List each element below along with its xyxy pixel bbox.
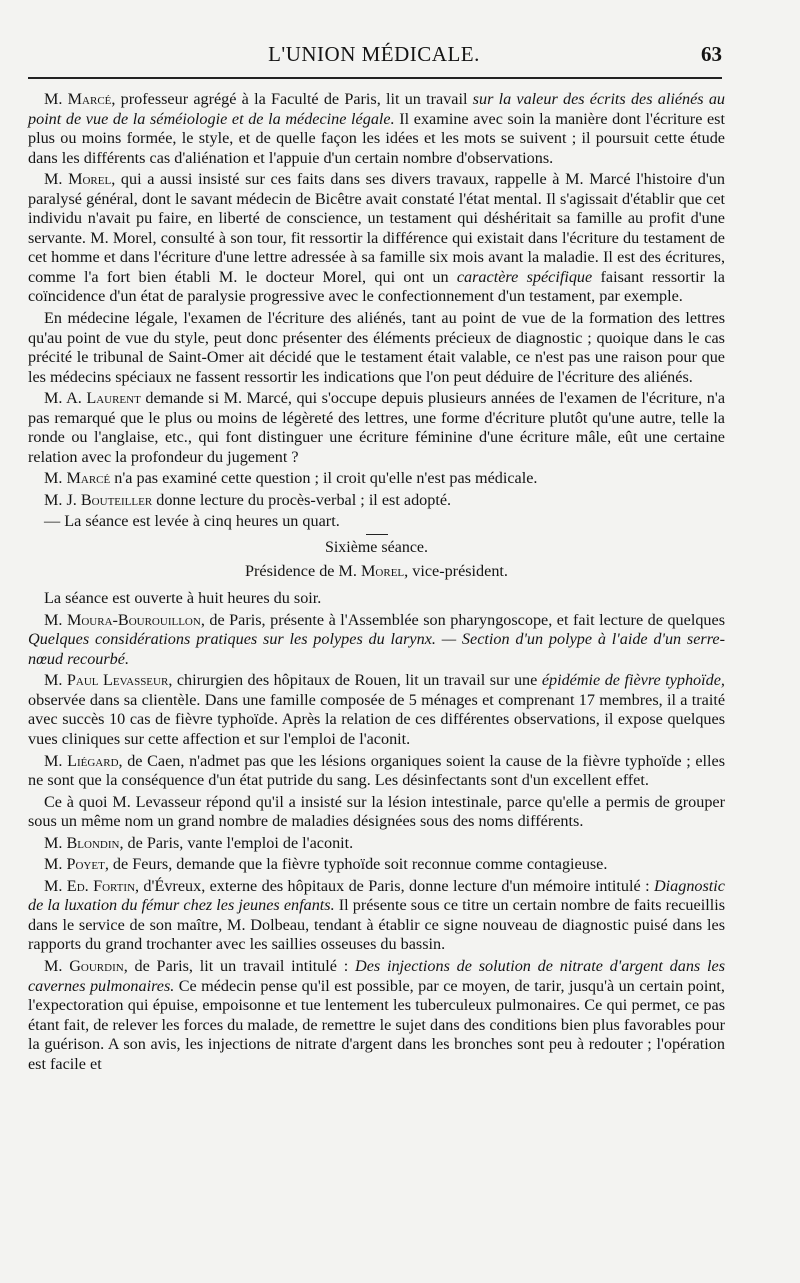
proceedings-part-2 (28, 589, 725, 1074)
paragraph-text: faisant ressortir la coïncidence d'un état de paralysie progressive avec le confectionnement d'un testament, par exemple. (28, 267, 725, 306)
paragraph (28, 793, 725, 832)
paragraph-text: , qui a aussi insisté sur ces faits dans ses divers travaux, rappelle à M. Marcé l'histoire d'un paralysé général, dont le savant médecin de Bicêtre avait constaté l'état mental. Il s'agissait d'établir que cet individu n'avait pu faire, en liberté de conscience, un testament qui déshéritait sa famille au profit d'une servante. M. Morel, consulté à son tour, fit ressortir la différence qui existait dans l'écriture du testament de cet homme et dans l'écriture d'une lettre adressée à sa famille six mois avant la maladie. Il est des écritures, comme l'a fort bien établi M. le docteur Morel, qui ont un (28, 170, 725, 286)
proceedings-part-1 (28, 90, 725, 532)
paragraph (28, 90, 725, 168)
page-header (28, 42, 720, 72)
paragraph-text: Il présente sous ce titre un certain nombre de faits recueillis dans le service de son maître, M. Dolbeau, tendant à établir ce signe nouveau de diagnostic puisé dans les rapports du grand trochanter avec les saillies osseuses du bassin. (28, 896, 726, 954)
paragraph-text: , de Feurs, demande que la fièvre typhoïde soit reconnue comme contagieuse. (104, 855, 608, 874)
paragraph (28, 834, 725, 854)
italic-title: sur la valeur des écrits des aliénés au point de vue de la séméiologie et de la médecine légale. (28, 90, 726, 128)
paragraph-text: , de Caen, n'admet pas que les lésions organiques soient la cause de la fièvre typhoïde ; elles ne sont que la conséquence d'un état putride du sang. Les désinfectants sont d'un excellent effet. (28, 751, 725, 790)
italic-title: Quelques considérations pratiques sur les polypes du larynx. — Section d'un polype à l'aide d'un serre-nœud recourbé. (28, 630, 725, 668)
italic-title: épidémie de fièvre typhoïde, (541, 671, 725, 690)
paragraph-text: donne lecture du procès-verbal ; il est adopté. (152, 490, 452, 509)
paragraph (28, 512, 725, 532)
paragraph-text: , de Paris, vante l'emploi de l'aconit. (119, 833, 354, 852)
speaker-name: M. Ed. Fortin (44, 876, 136, 895)
page-number: 63 (701, 42, 722, 66)
paragraph (28, 469, 725, 489)
paragraph-text: , d'Évreux, externe des hôpitaux de Paris, donne lecture d'un mémoire intitulé : (135, 876, 654, 895)
paragraph-text: Ce médecin pense qu'il est possible, par ce moyen, de tarir, jusqu'à un certain point, l'expectoration qui épuise, empoisonne et tue lentement les tuberculeux pulmonaires. Ce qui permet, ce pas étant fait, de relever les forces du malade, de remettre le sujet dans des conditions bien plus favorables pour la guérison. A son avis, les injections de nitrate d'argent dans les bronches sont peu à redouter ; l'opération est facile et (28, 976, 725, 1073)
section-title: Sixième séance. (324, 539, 429, 557)
presidence-line: Présidence de M. Morel, vice-président. (245, 561, 508, 580)
paragraph-text: — La séance est levée à cinq heures un quart. (44, 512, 340, 531)
paragraph-text: n'a pas examiné cette question ; il croit qu'elle n'est pas médicale. (110, 469, 538, 488)
speaker-name: M. A. Laurent (44, 389, 141, 408)
italic-title: Diagnostic de la luxation du fémur chez les jeunes enfants. (28, 876, 725, 915)
paragraph (28, 957, 725, 1074)
paragraph (28, 752, 725, 791)
paragraph (28, 389, 725, 467)
speaker-name: M. Liégard (44, 751, 119, 770)
speaker-name: M. Gourdin (44, 956, 124, 975)
speaker-name: M. J. Bouteiller (44, 490, 153, 509)
paragraph-text: En médecine légale, l'examen de l'écriture des aliénés, tant au point de vue de la formation des lettres qu'au point de vue du style, peut donc présenter des éléments précieux de diagnostic ; quoique dans le cas précité le tribunal de Saint-Omer ait décidé que le testament était valable, ce n'est pas une raison pour que les médecins spéciaux ne fassent ressortir les indications que l'on peut déduire de l'écriture des aliénés. (28, 309, 725, 386)
paragraph-text: Ce à quoi M. Levasseur répond qu'il a insisté sur la lésion intestinale, parce qu'elle a permis de grouper sous un même nom un grand nombre de maladies désignées sous des noms différents. (28, 792, 725, 831)
paragraph (28, 491, 725, 511)
speaker-name: M. Marcé (44, 469, 111, 488)
italic-title: caractère spécifique (456, 267, 593, 286)
speaker-name: M. Poyet (44, 855, 105, 874)
italic-title: Des injections de solution de nitrate d'argent dans les cavernes pulmonaires. (28, 956, 725, 995)
speaker-name: M. Paul Levasseur (44, 671, 169, 690)
running-title: L'UNION MÉDICALE. (268, 42, 480, 66)
paragraph (28, 855, 725, 875)
paragraph (28, 309, 725, 387)
paragraph-text: , de Paris, lit un travail intitulé : (123, 956, 356, 975)
speaker-name: M. Moura-Bourouillon (44, 610, 201, 629)
paragraph (28, 170, 725, 307)
speaker-name: M. Morel (44, 170, 112, 189)
speaker-name: M. Blondin (44, 833, 120, 852)
paragraph-text: , chirurgien des hôpitaux de Rouen, lit un travail sur une (168, 671, 542, 690)
speaker-name: M. Marcé (44, 90, 112, 108)
paragraph-text: Il examine avec soin la manière dont l'écriture est plus ou moins formée, le style, et de quelle façon les idées et les mots se suivent ; il poursuit cette étude dans les différents cas d'aliénation et l'appuie d'un certain nombre d'observations. (28, 109, 725, 167)
paragraph-text: , professeur agrégé à la Faculté de Paris, lit un travail (111, 90, 473, 108)
paragraph (28, 611, 725, 670)
header-rule (28, 77, 722, 79)
paragraph (28, 877, 725, 955)
section-divider (366, 534, 388, 535)
paragraph-text: La séance est ouverte à huit heures du soir. (44, 589, 322, 608)
paragraph-text: demande si M. Marcé, qui s'occupe depuis plusieurs années de l'examen de l'écriture, n'a pas remarqué que le plus ou moins de légèreté des lettres, une forme d'écriture plutôt qu'une autre, telle la ronde ou l'anglaise, etc., qui font distinguer une écriture féminine d'une écriture mâle, eût une certaine relation avec la profondeur du jugement ? (28, 389, 725, 466)
paragraph (28, 671, 725, 749)
paragraph-text: observée dans sa clientèle. Dans une famille composée de 5 ménages et comprenant 17 membres, il a traité avec succès 10 cas de fièvre typhoïde. Après la relation de ces différentes observations, il expose quelques vues cliniques sur cette affection et sur l'emploi de l'aconit. (28, 690, 725, 748)
paragraph (28, 589, 725, 609)
article-body (28, 90, 725, 1076)
paragraph-text: , de Paris, présente à l'Assemblée son pharyngoscope, et fait lecture de quelques (200, 610, 725, 629)
